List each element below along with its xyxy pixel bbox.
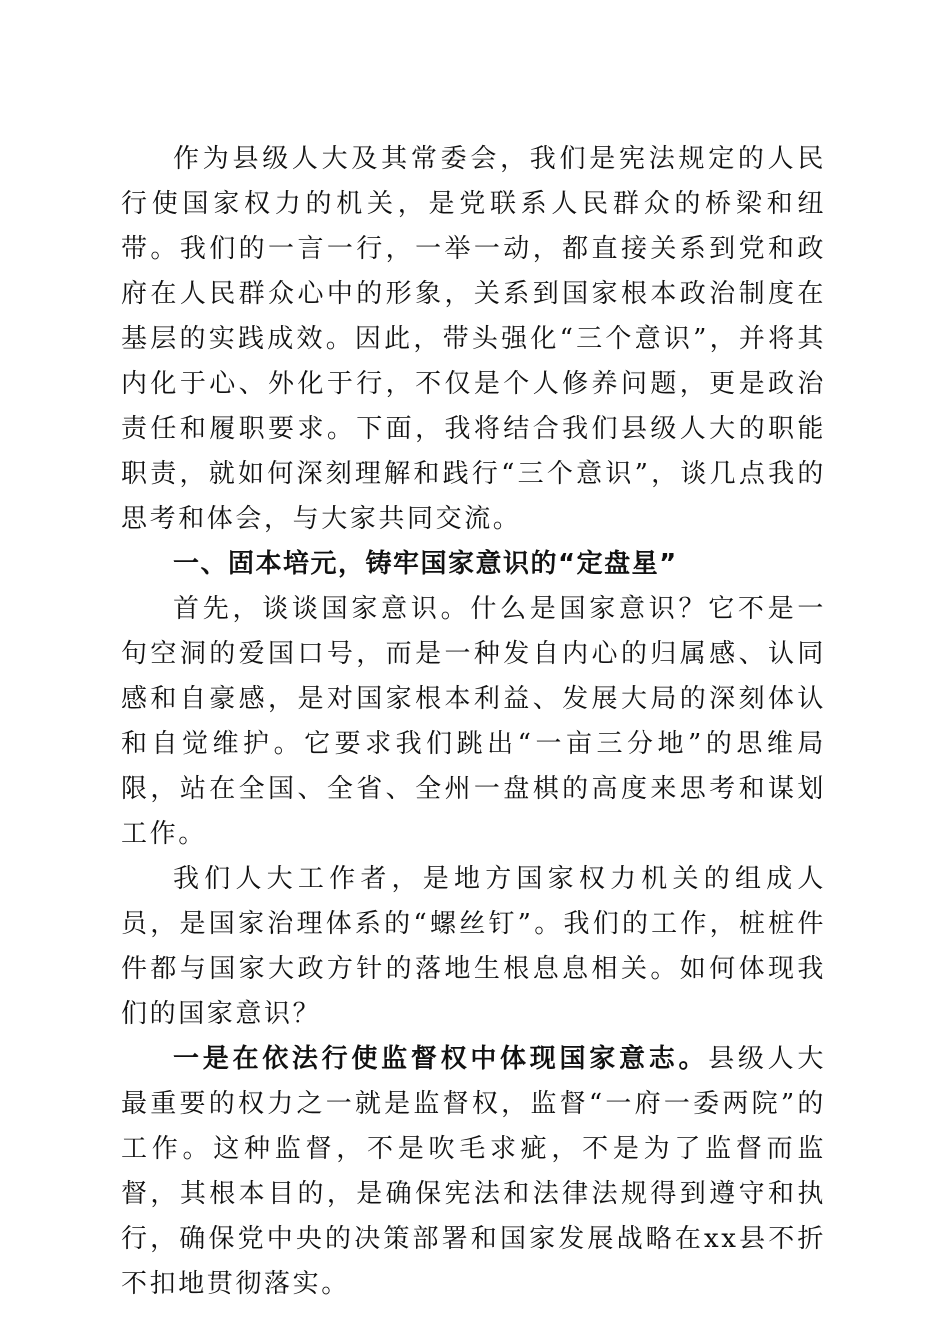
paragraph-text: 县级人大最重要的权力之一就是监督权，监督“一府一委两院”的工作。这种监督，不是吹毛求疵，不是为了监督而监督，其根本目的，是确保宪法和法律法规得到遵守和执行，确保党中央的决策部署和国家发展战略在xx县不折不扣地贯彻落实。 — [121, 1044, 826, 1299]
paragraph-supervision — [121, 1037, 826, 1307]
section-heading: 一、固本培元，铸牢国家意识的“定盘星” — [173, 549, 678, 579]
paragraph-intro — [121, 137, 826, 542]
paragraph-text: 我们人大工作者，是地方国家权力机关的组成人员，是国家治理体系的“螺丝钉”。我们的工作，桩桩件件都与国家大政方针的落地生根息息相关。如何体现我们的国家意识？ — [121, 864, 826, 1029]
paragraph-text: 作为县级人大及其常委会，我们是宪法规定的人民行使国家权力的机关，是党联系人民群众的桥梁和纽带。我们的一言一行，一举一动，都直接关系到党和政府在人民群众心中的形象，关系到国家根本政治制度在基层的实践成效。因此，带头强化“三个意识”，并将其内化于心、外化于行，不仅是个人修养问题，更是政治责任和履职要求。下面，我将结合我们县级人大的职能职责，就如何深刻理解和践行“三个意识”，谈几点我的思考和体会，与大家共同交流。 — [121, 144, 826, 534]
paragraph-text: 首先，谈谈国家意识。什么是国家意识？它不是一句空洞的爱国口号，而是一种发自内心的归属感、认同感和自豪感，是对国家根本利益、发展大局的深刻体认和自觉维护。它要求我们跳出“一亩三分地”的思维局限，站在全国、全省、全州一盘棋的高度来思考和谋划工作。 — [121, 594, 826, 849]
paragraph-npc-workers — [121, 857, 826, 1037]
document-body — [121, 137, 826, 1307]
paragraph-national-awareness — [121, 587, 826, 857]
paragraph-lead-sentence: 一是在依法行使监督权中体现国家意志。 — [173, 1044, 709, 1074]
